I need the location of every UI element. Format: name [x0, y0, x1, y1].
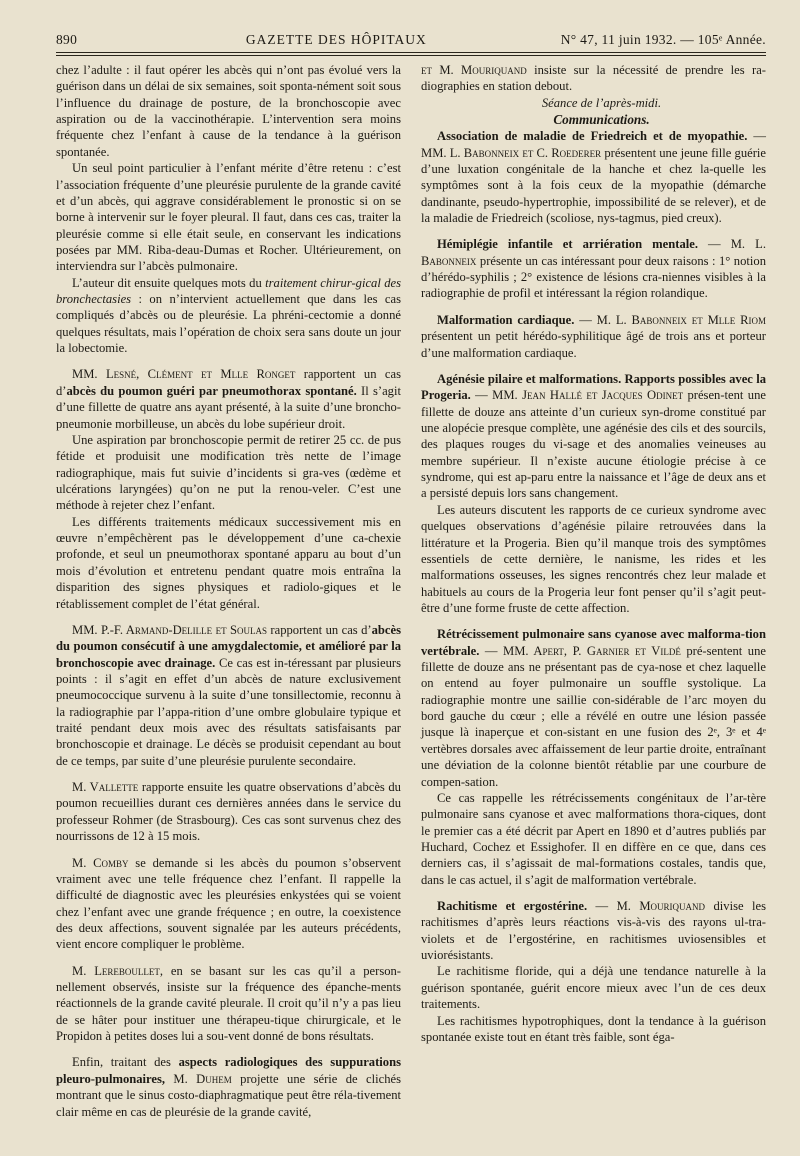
authors: MM. P.-F. Armand-Delille et Soulas: [72, 622, 267, 637]
paragraph: M. Comby se demande si les abcès du poumon s’observent vraiment avec une telle fréquence chez l’enfant. Il rappelle la difficulté de diagnostic avec les pleurésies enkystées qui se voient chez l’enfant avec une grande fréquence ; en outre, la coexistence des deux affections, souvent signalée par les auteurs précédents, vient encore compliquer le problème.: [56, 855, 401, 952]
right-column: [421, 62, 766, 1120]
case-title: Agénésie pilaire et malformations. Rapports possibles avec la Progeria.: [421, 371, 766, 403]
paragraph: Une aspiration par bronchoscopie permit de retirer 25 cc. de pus fétide et produisit une modification très nette de l’image radiographique, mais fut suivie d’incidents si gra-ves (œdème et ulcérations laryngées) qu’on ne put la renou-veler. C’est une méthode à rejeter chez l’enfant.: [56, 432, 401, 513]
paragraph: M. Lereboullet, en se basant sur les cas qu’il a person-nellement observés, insiste sur la fréquence des épanche-ments réactionnels de la grande cavité pleurale. Il croit qu’il n’y a pas lieu de se hâter pour instituer une thérapeu-tique chirurgicale, et le Propidon à petites doses lui a sou-vent donné de bons résultats.: [56, 963, 402, 1044]
paragraph: MM. P.-F. Armand-Delille et Soulas rapportent un cas d’abcès du poumon consécutif à une amygdalectomie, et amélioré par la bronchoscopie avec drainage. Ce cas est in-téressant par plusieurs points : il s’agit en effet d’un abcès de nature exclusivement pneumococcique survenu à la suite d’une tonsillectomie, reconnu à la radiographie par l’appa-rition d’une ombre globulaire typique et traité pendant deux mois avec des résultats satisfaisants par bronchoscopie et drainage. Le décès se produisit cependant au bout de ce temps, par suite d’une pleurésie purulente secondaire.: [56, 622, 402, 768]
paragraph: Hémiplégie infantile et arriération mentale. — M. L. Babonneix présente un cas intéressant pour deux raisons : 1° notion d’hérédo-syphilis ; 2° existence de lésions cra-niennes visibles à la radiographie de profil et intéressant la région rolandique.: [421, 237, 766, 301]
case-title: aspects radiologiques des suppurations pleuro-pulmonaires,: [56, 1055, 401, 1086]
paragraph: Malformation cardiaque. — M. L. Babonneix et Mlle Riom présentent un petit hérédo-syphilitique âgé de trois ans et porteur d’une malformation cardiaque.: [421, 312, 766, 360]
case-title: Rétrécissement pulmonaire sans cyanose avec malforma-tion vertébrale.: [421, 627, 766, 658]
authors: — MM. Jean Hallé et Jacques Odinet: [470, 388, 684, 403]
paragraph: Les différents traitements médicaux successivement mis en œuvre n’empêchèrent pas le développement d’une ca-chexie profonde, et seul un pneumothorax spontané apparu au bout d’un mois d’évolution et entretenu pendant quatre mois entraîna la disparition des signes physiques et radiolo-giques et le rétablissement complet de l’état général.: [56, 514, 401, 611]
authors: M. Duhem: [165, 1071, 232, 1086]
case-title: abcès du poumon consécutif à une amygdalectomie, et amélioré par la bronchoscopie avec drainage.: [56, 622, 401, 670]
paragraph: M. Vallette rapporte ensuite les quatre observations d’abcès du poumon recueillies durant ces dernières années dans le service du professeur Rohmer (de Strasbourg). Ces cas sont survenus chez des nourrissons de 12 à 15 mois.: [56, 780, 401, 844]
paragraph: MM. Lesné, Clément et Mlle Ronget rapportent un cas d’abcès du poumon guéri par pneumothorax spontané. Il s’agit d’une fillette de quatre ans ayant présenté, à la suite d’une broncho-pneumonie morbilleuse, un abcès du lobe supérieur droit.: [56, 367, 401, 431]
authors: — M. L. Babonneix: [421, 237, 766, 268]
authors: M. Comby: [72, 855, 129, 870]
case-title: Malformation cardiaque.: [437, 312, 575, 327]
journal-title: GAZETTE DES HÔPITAUX: [245, 32, 427, 47]
paragraph: Un seul point particulier à l’enfant mérite d’être retenu : c’est l’association fréquente d’une pleurésie purulente de la grande cavité et d’un abcès, qui aggrave considérablement le pronostic si on se borne à intervenir sur le foyer pleural. Il faut, dans ces cas, traiter la pleurésie comme si elle était seule, en conservant les indications posées par MM. Riba-deau-Dumas et Rocher. Ultérieurement, on interviendra sur l’abcès pulmonaire.: [56, 161, 401, 274]
authors: — MM. L. Babonneix et C. Roederer: [421, 129, 766, 160]
text-columns: [56, 62, 766, 1120]
paragraph: L’auteur dit ensuite quelques mots du traitement chirur-gical des bronchectasies : on n’intervient actuellement que dans les cas compliqués d’abcès ou de pleurésie. La phréni-cectomie a donné quelques résultats, mais l’opération de choix sera sans doute un jour la lobectomie.: [56, 275, 401, 356]
paragraph: Le rachitisme floride, qui a déjà une tendance naturelle à la guérison spontanée, guérit encore mieux avec l’un de ces deux traitements.: [421, 964, 766, 1012]
paragraph: Rachitisme et ergostérine. — M. Mouriquand divise les rachitismes d’après leurs réactions vis-à-vis des rayons ul-tra-violets et de l’ergostérine, en rachitismes uviosensibles et uviorésistants.: [421, 899, 766, 963]
paragraph: Les auteurs discutent les rapports de ce curieux syndrome avec quelques observations d’agénésie pilaire retrouvées dans la littérature et la Progeria. Bien qu’il manque trois des symptômes essentiels de cette dernière, le nanisme, les rides et les malformations osseuses, les signes rencontrés chez leur malade et habituels au cours de la Progeria leur font penser qu’il s’agit peut-être d’une forme fruste de cette affection.: [421, 502, 766, 615]
authors: M. Vallette: [72, 780, 139, 795]
running-header: [56, 32, 766, 48]
authors: — M. Mouriquand: [587, 899, 706, 914]
case-title: Rachitisme et ergostérine.: [437, 899, 588, 914]
authors: M. Lereboullet: [72, 963, 160, 978]
left-column: [56, 62, 401, 1120]
case-title: abcès du poumon guéri par pneumothorax spontané.: [66, 383, 357, 398]
case-title: Association de maladie de Friedreich et de myopathie.: [437, 129, 748, 144]
session-heading: Séance de l’après-midi.: [541, 95, 662, 110]
paragraph: Enfin, traitant des aspects radiologiques des suppurations pleuro-pulmonaires, M. Duhem projette une série de clichés montrant que le sinus costo-diaphragmatique peut être réla-tivement clair même en cas de pleurésie de la grande cavité,: [56, 1055, 402, 1119]
paragraph: Agénésie pilaire et malformations. Rapports possibles avec la Progeria. — MM. Jean Hallé et Jacques Odinet présen-tent une fillette de douze ans atteinte d’un curieux syn-drome constitué par une alopécie presque complète, une agénésie des cils et des sourcils, des plaques rouges du vi-sage et des anomalies veineuses au membre supérieur. Il n’existe aucune étiologie précise à ce syndrome, qui est ap-paru entre la naissance et l’âge de deux ans et a persisté depuis lors sans changement.: [421, 371, 766, 501]
paragraph: Ce cas rappelle les rétrécissements congénitaux de l’ar-tère pulmonaire sans cyanose et avec malformations thora-ciques, dont le premier cas a été décrit par Apert en 1890 et d’autres publiés par Huchard, Cochez et Essighofer. Il en diffère en ce que, dans ces derniers cas, il s’agissait de mal-formations costales, tandis que, dans le cas actuel, il s’agit de malformation vertébrale.: [421, 790, 766, 887]
section-heading: Communications.: [553, 112, 650, 128]
authors: MM. Lesné, Clément et Mlle Ronget: [72, 367, 296, 382]
issue-info: N° 47, 11 juin 1932. — 105ᵉ Année.: [560, 32, 766, 47]
paragraph: Les rachitismes hypotrophiques, dont la tendance à la guérison spontanée existe tout en étant très faible, sont éga-: [421, 1013, 766, 1044]
paragraph: chez l’adulte : il faut opérer les abcès qui n’ont pas évolué vers la guérison dans un délai de six semaines, soit sponta-nément soit sous l’influence du drainage de posture, de la bronchoscopie avec aspiration ou de la vaccinothérapie. L’intervention sera moins fréquente chez l’enfant à cause de la tendance à la guérison spontanée.: [56, 63, 401, 159]
authors: — MM. Apert, P. Garnier et Vildé: [479, 643, 681, 658]
paragraph: et M. Mouriquand insiste sur la nécessité de prendre les ra-diographies en station debout.: [421, 63, 766, 94]
header-rule: [56, 52, 766, 53]
authors: — M. L. Babonneix et Mlle Riom: [574, 312, 766, 327]
paragraph: Rétrécissement pulmonaire sans cyanose avec malforma-tion vertébrale. — MM. Apert, P. Garnier et Vildé pré-sentent une fillette de douze ans ne présentant pas de cya-nose et chez laquelle on entend au foyer pulmonaire un souffle systolique. La radiographie montre une saillie con-sidérable de l’arc moyen du bord gauche du cœur ; elle a révélé en outre une lésion passée jusque là inaperçue et con-sistant en une fusion des 2ᵉ, 3ᵉ et 4ᵉ vertèbres dorsales avec affaissement de leur partie droite, entraînant une déviation de la colonne bientôt rétablie par une courbure de compen-sation.: [421, 627, 766, 789]
authors: et M. Mouriquand: [421, 63, 527, 77]
page-number: 890: [56, 32, 78, 47]
case-title: Hémiplégie infantile et arriération mentale.: [437, 237, 698, 252]
header-rule-thin: [56, 55, 766, 56]
paragraph: Association de maladie de Friedreich et de myopathie. — MM. L. Babonneix et C. Roederer présentent une jeune fille guérie d’une luxation congénitale de la hanche et chez la-quelle les symptômes sont à la fois ceux de la myopathie (démarche dandinante, pseudo-hypertrophie, impossibilité de se relever), et de la maladie de Friedreich (scoliose, nys-tagmus, pied creux).: [421, 129, 767, 226]
